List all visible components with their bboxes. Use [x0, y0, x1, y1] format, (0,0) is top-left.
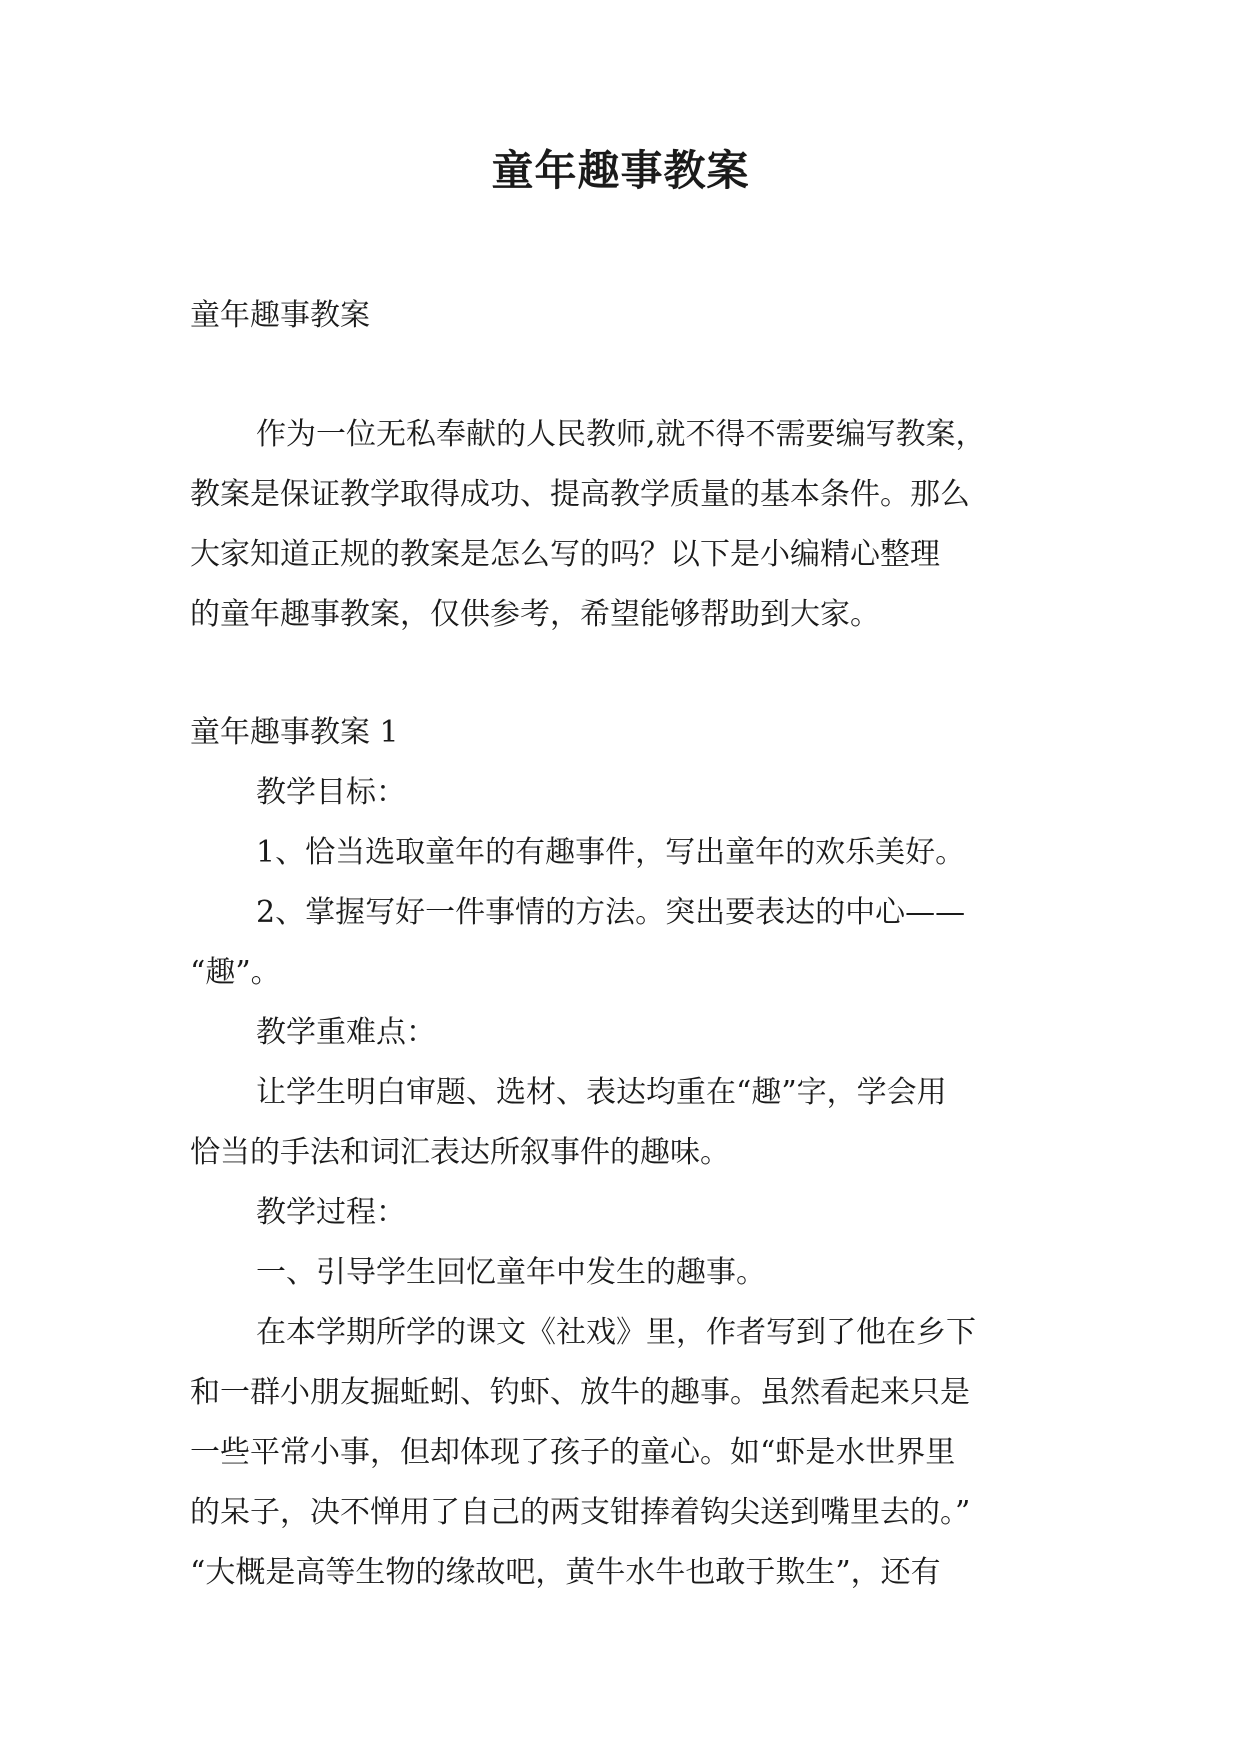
section-line: 的呆子，决不惮用了自己的两支钳捧着钩尖送到嘴里去的。” [190, 1495, 971, 1530]
section-line: 教学重难点： [256, 1015, 436, 1050]
section-line: 让学生明白审题、选材、表达均重在“趣”字，学会用 [256, 1075, 947, 1110]
section-line: 教学目标： [256, 775, 406, 810]
section-line: 教学过程： [256, 1195, 406, 1230]
section-line: 2、掌握写好一件事情的方法。突出要表达的中心—— [256, 895, 966, 930]
section-line: 一、引导学生回忆童年中发生的趣事。 [256, 1255, 766, 1290]
intro-line: 大家知道正规的教案是怎么写的吗？以下是小编精心整理 [190, 537, 940, 572]
section-heading: 童年趣事教案 1 [190, 715, 399, 750]
document-title: 童年趣事教案 [491, 146, 750, 195]
document-subtitle [190, 286, 1060, 346]
intro-line: 的童年趣事教案，仅供参考，希望能够帮助到大家。 [190, 597, 880, 632]
section-line: “大概是高等生物的缘故吧，黄牛水牛也敢于欺生”，还有 [190, 1555, 941, 1590]
section-line: 在本学期所学的课文《社戏》里，作者写到了他在乡下 [256, 1315, 976, 1350]
subtitle-text: 童年趣事教案 [190, 298, 370, 333]
section-line: 1、恰当选取童年的有趣事件，写出童年的欢乐美好。 [256, 835, 966, 870]
section-line: 一些平常小事，但却体现了孩子的童心。如“虾是水世界里 [190, 1435, 956, 1470]
intro-line: 作为一位无私奉献的人民教师,就不得不需要编写教案， [256, 417, 986, 452]
intro-paragraph [190, 405, 1060, 645]
intro-line: 教案是保证教学取得成功、提高教学质量的基本条件。那么 [190, 477, 970, 512]
section-line: 恰当的手法和词汇表达所叙事件的趣味。 [190, 1135, 730, 1170]
section-line: “趣”。 [190, 955, 281, 990]
lesson-section [190, 703, 1060, 1603]
section-line: 和一群小朋友掘蚯蚓、钓虾、放牛的趣事。虽然看起来只是 [190, 1375, 970, 1410]
